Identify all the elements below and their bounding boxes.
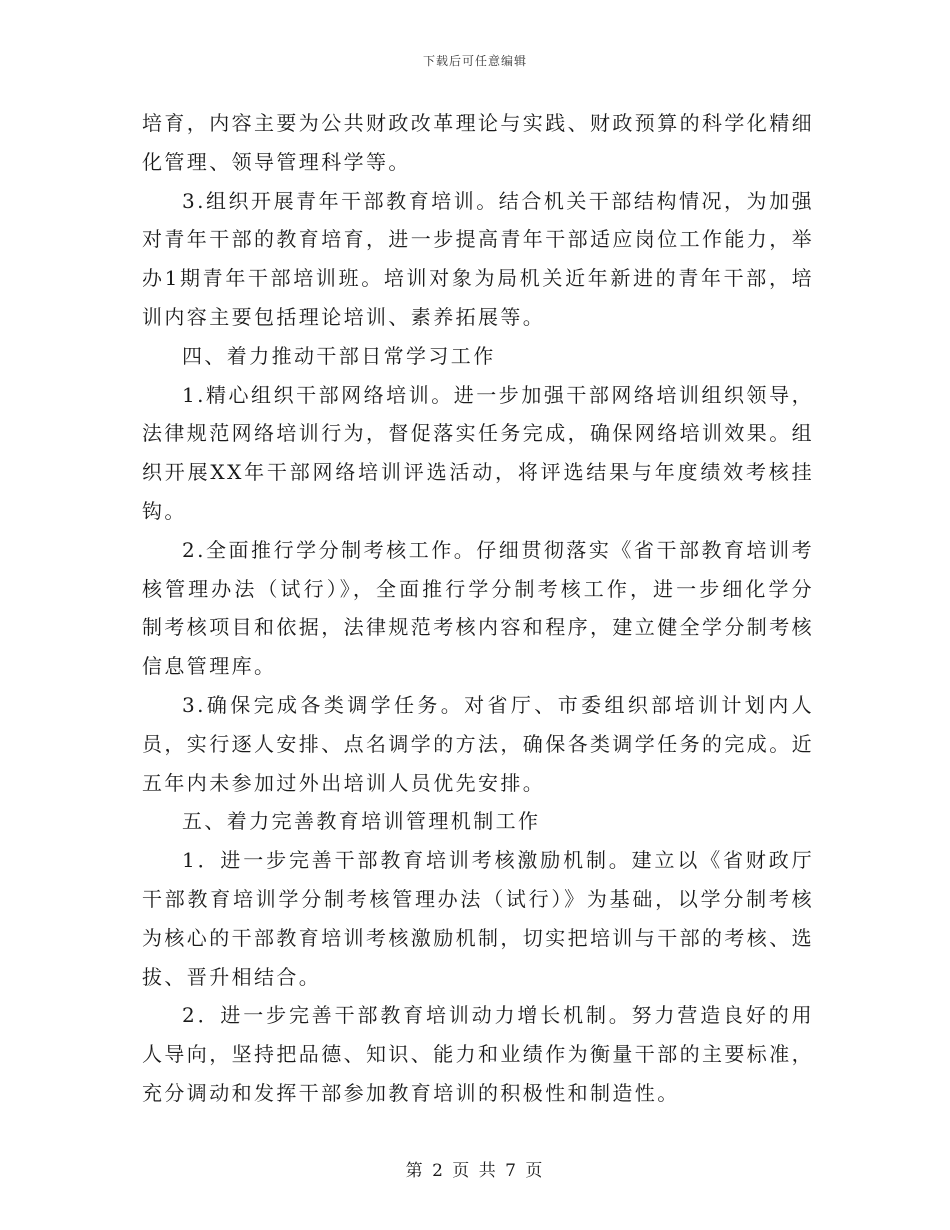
- paragraph: 2.全面推行学分制考核工作。仔细贯彻落实《省干部教育培训考核管理办法（试行）》，全面推行学分制考核工作，进一步细化学分制考核项目和依据，法律规范考核内容和程序，建立健全学分制考核信息管理库。: [142, 537, 814, 679]
- section-heading: 五、着力完善教育培训管理机制工作: [182, 809, 541, 834]
- paragraph: 1．进一步完善干部教育培训考核激励机制。建立以《省财政厅干部教育培训学分制考核管理办法（试行）》为基础，以学分制考核为核心的干部教育培训考核激励机制，切实把培训与干部的考核、选拔、晋升相结合。: [142, 848, 814, 989]
- section-heading: 四、着力推动干部日常学习工作: [182, 343, 496, 368]
- paragraph: 3.确保完成各类调学任务。对省厅、市委组织部培训计划内人员，实行逐人安排、点名调学的方法，确保各类调学任务的完成。近五年内未参加过外出培训人员优先安排。: [142, 692, 814, 795]
- document-body: [142, 104, 814, 1113]
- paragraph: 2．进一步完善干部教育培训动力增长机制。努力营造良好的用人导向，坚持把品德、知识、能力和业绩作为衡量干部的主要标准，充分调动和发挥干部参加教育培训的积极性和制造性。: [142, 1003, 814, 1105]
- paragraph: 培育，内容主要为公共财政改革理论与实践、财政预算的科学化精细化管理、领导管理科学等。: [142, 111, 814, 174]
- paragraph: 1.精心组织干部网络培训。进一步加强干部网络培训组织领导，法律规范网络培训行为，督促落实任务完成，确保网络培训效果。组织开展XX年干部网络培训评选活动，将评选结果与年度绩效考核挂钩。: [142, 382, 814, 523]
- page-number: 第 2 页 共 7 页: [405, 1161, 545, 1181]
- paragraph: 3.组织开展青年干部教育培训。结合机关干部结构情况，为加强对青年干部的教育培育，进一步提高青年干部适应岗位工作能力，举办1期青年干部培训班。培训对象为局机关近年新进的青年干部，培训内容主要包括理论培训、素养拓展等。: [142, 188, 814, 329]
- page-header-note: 下载后可任意编辑: [422, 54, 527, 68]
